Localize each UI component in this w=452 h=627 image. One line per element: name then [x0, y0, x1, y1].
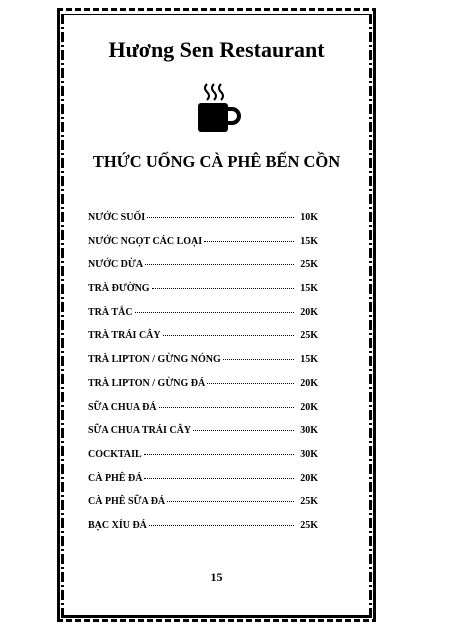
- menu-item-name: BẠC XỈU ĐÁ: [88, 519, 147, 531]
- dot-leader: [223, 359, 294, 360]
- menu-item: [88, 212, 318, 236]
- menu-item: [88, 449, 318, 473]
- menu-item-price: 20K: [300, 401, 318, 413]
- menu-item-price: 20K: [300, 472, 318, 484]
- menu-item: [88, 402, 318, 426]
- menu-item: [88, 236, 318, 260]
- page-number: 15: [210, 570, 223, 584]
- menu-item-name: NƯỚC SUỐI: [88, 212, 146, 223]
- menu-item: [88, 425, 318, 449]
- menu-item-price: 25K: [300, 330, 318, 342]
- menu-item-name: TRÀ TRÁI CÂY: [88, 330, 161, 342]
- menu-item-price: 15K: [300, 283, 318, 295]
- menu-item: [88, 330, 318, 354]
- menu-item-name: TRÀ TẮC: [88, 306, 133, 318]
- menu-item-name: CÀ PHÊ ĐÁ: [88, 472, 143, 484]
- dot-leader: [135, 312, 294, 313]
- menu-item: [88, 473, 318, 497]
- restaurant-title: Hương Sen Restaurant: [108, 37, 325, 62]
- menu-item-price: 20K: [300, 306, 318, 318]
- dot-leader: [163, 335, 294, 336]
- menu-list: [88, 212, 318, 544]
- menu-item-name: NƯỚC DỪA: [88, 259, 144, 271]
- menu-item-price: 15K: [300, 354, 318, 366]
- menu-item: [88, 496, 318, 520]
- dot-leader: [144, 478, 294, 479]
- dot-leader: [207, 383, 294, 384]
- dot-leader: [159, 407, 294, 408]
- menu-item-price: 30K: [300, 448, 318, 460]
- dot-leader: [144, 454, 294, 455]
- menu-item-name: SỮA CHUA ĐÁ: [88, 401, 157, 413]
- section-title: THỨC UỐNG CÀ PHÊ BẾN CỒN: [92, 152, 341, 171]
- menu-item-price: 20K: [300, 377, 318, 389]
- menu-item-name: TRÀ LIPTON / GỪNG NÓNG: [88, 354, 221, 366]
- menu-item: [88, 259, 318, 283]
- menu-item: [88, 378, 318, 402]
- menu-item-name: NƯỚC NGỌT CÁC LOẠI: [88, 235, 203, 247]
- menu-item: [88, 520, 318, 544]
- dot-leader: [204, 241, 294, 242]
- menu-item: [88, 307, 318, 331]
- menu-item-price: 25K: [300, 519, 318, 531]
- menu-item-price: 25K: [300, 259, 318, 271]
- dot-leader: [147, 217, 294, 218]
- coffee-cup-icon: [193, 82, 241, 134]
- menu-item-name: CÀ PHÊ SỮA ĐÁ: [88, 496, 166, 508]
- menu-item-name: TRÀ LIPTON / GỪNG ĐÁ: [88, 377, 206, 389]
- menu-item-name: SỮA CHUA TRÁI CÂY: [88, 425, 192, 437]
- dot-leader: [145, 264, 294, 265]
- menu-item: [88, 354, 318, 378]
- dot-leader: [193, 430, 294, 431]
- dot-leader: [167, 501, 294, 502]
- dot-leader: [152, 288, 294, 289]
- menu-item: [88, 283, 318, 307]
- menu-item-price: 15K: [300, 235, 318, 247]
- menu-item-name: COCKTAIL: [88, 448, 142, 460]
- menu-item-name: TRÀ ĐƯỜNG: [88, 283, 150, 295]
- menu-item-price: 30K: [300, 425, 318, 437]
- menu-item-price: 10K: [300, 212, 318, 223]
- dot-leader: [149, 525, 294, 526]
- menu-item-price: 25K: [300, 496, 318, 508]
